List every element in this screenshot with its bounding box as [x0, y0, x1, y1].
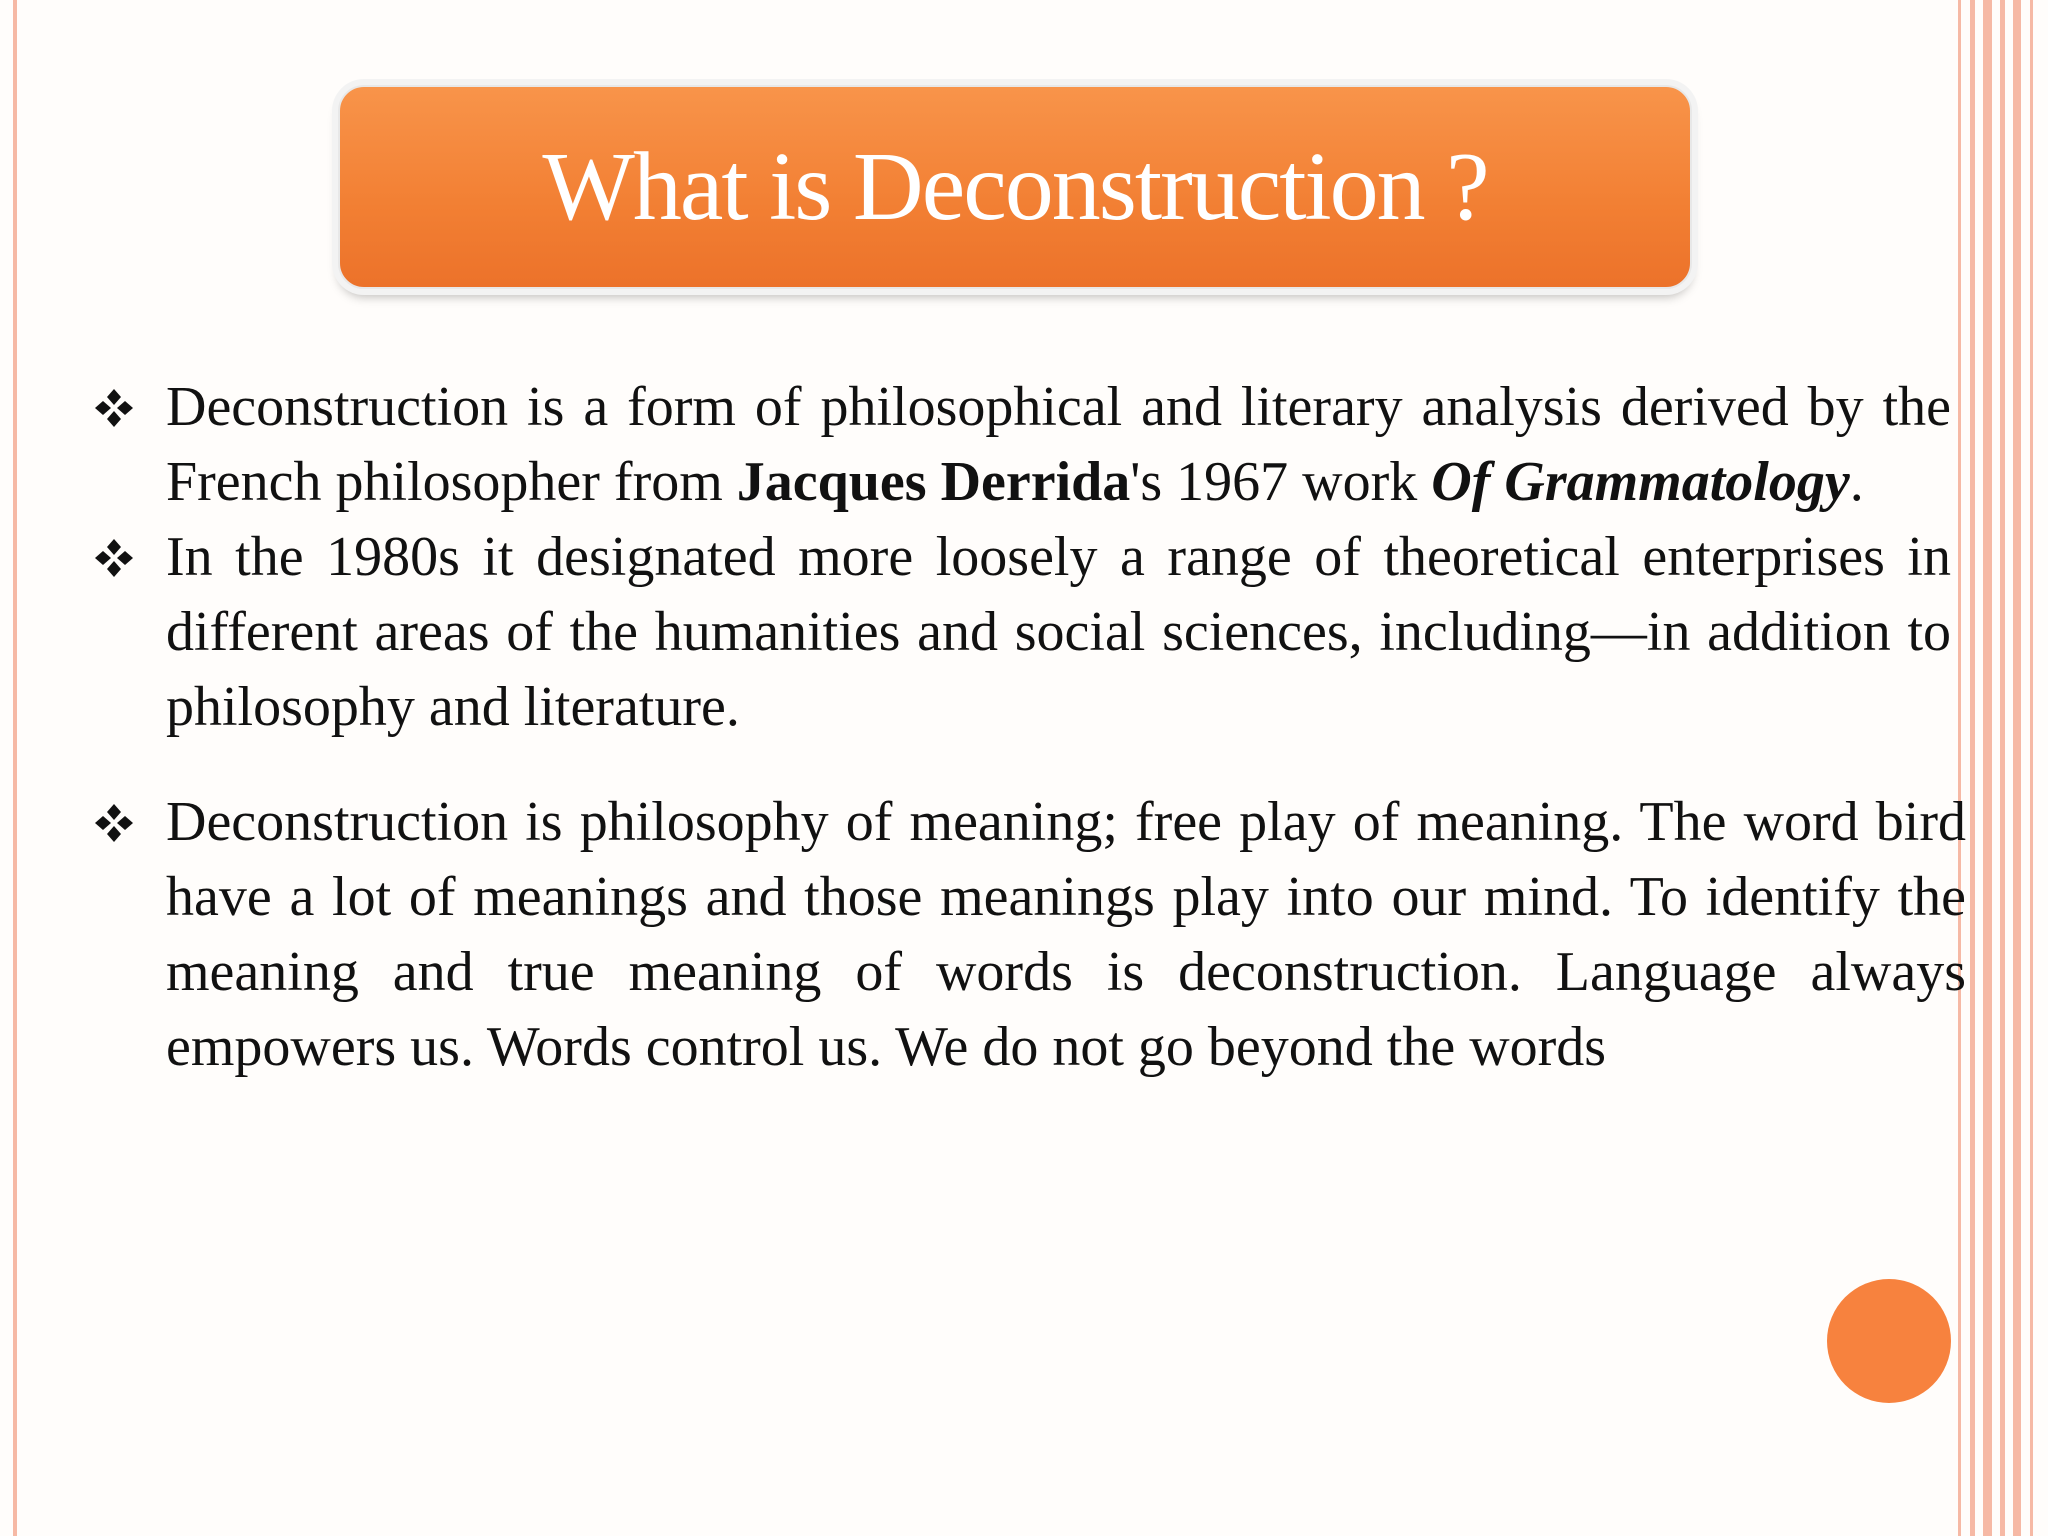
frame-stripe-right: [2000, 0, 2005, 1536]
bullet-item: [90, 520, 1951, 745]
frame-stripe-right: [1970, 0, 1975, 1536]
frame-stripe-right: [1958, 0, 1961, 1536]
bullet-item: [90, 370, 1951, 520]
bullet-text-bold: Jacques Derrida: [736, 451, 1131, 513]
bullet-text: In the 1980s it designated more loosely a range of theoretical enterprises in different areas of the humanities and social sciences, including—in addition to philosophy and literature.: [166, 526, 1951, 738]
bullet-text: .: [1849, 451, 1864, 513]
frame-stripe-right: [2030, 0, 2033, 1536]
bullet-text: 's 1967 work: [1130, 451, 1432, 513]
bullet-text-bold-italic: Of Grammatology: [1431, 451, 1850, 513]
four-diamond-bullet-icon: [94, 388, 134, 428]
decorative-circle: [1827, 1279, 1951, 1403]
bullet-list: [90, 370, 1966, 1085]
bullet-text: Deconstruction is a form of philosophical and literary analysis derived by the French philosopher from: [166, 376, 1951, 513]
frame-stripe-right: [1983, 0, 1992, 1536]
title-banner: [338, 85, 1692, 289]
four-diamond-bullet-icon: [94, 803, 134, 843]
four-diamond-bullet-icon: [94, 538, 134, 578]
bullet-item: [90, 785, 1966, 1085]
slide-title: What is Deconstruction ?: [542, 133, 1488, 241]
frame-stripe-left: [13, 0, 17, 1536]
bullet-text: Deconstruction is philosophy of meaning; free play of meaning. The word bird have a lot of meanings and those meanings play into our mind. To identify the meaning and true meaning of words is deconstruction. Language always empowers us. Words control us. We do not go beyond the words: [166, 791, 1966, 1078]
frame-stripe-right: [2013, 0, 2021, 1536]
